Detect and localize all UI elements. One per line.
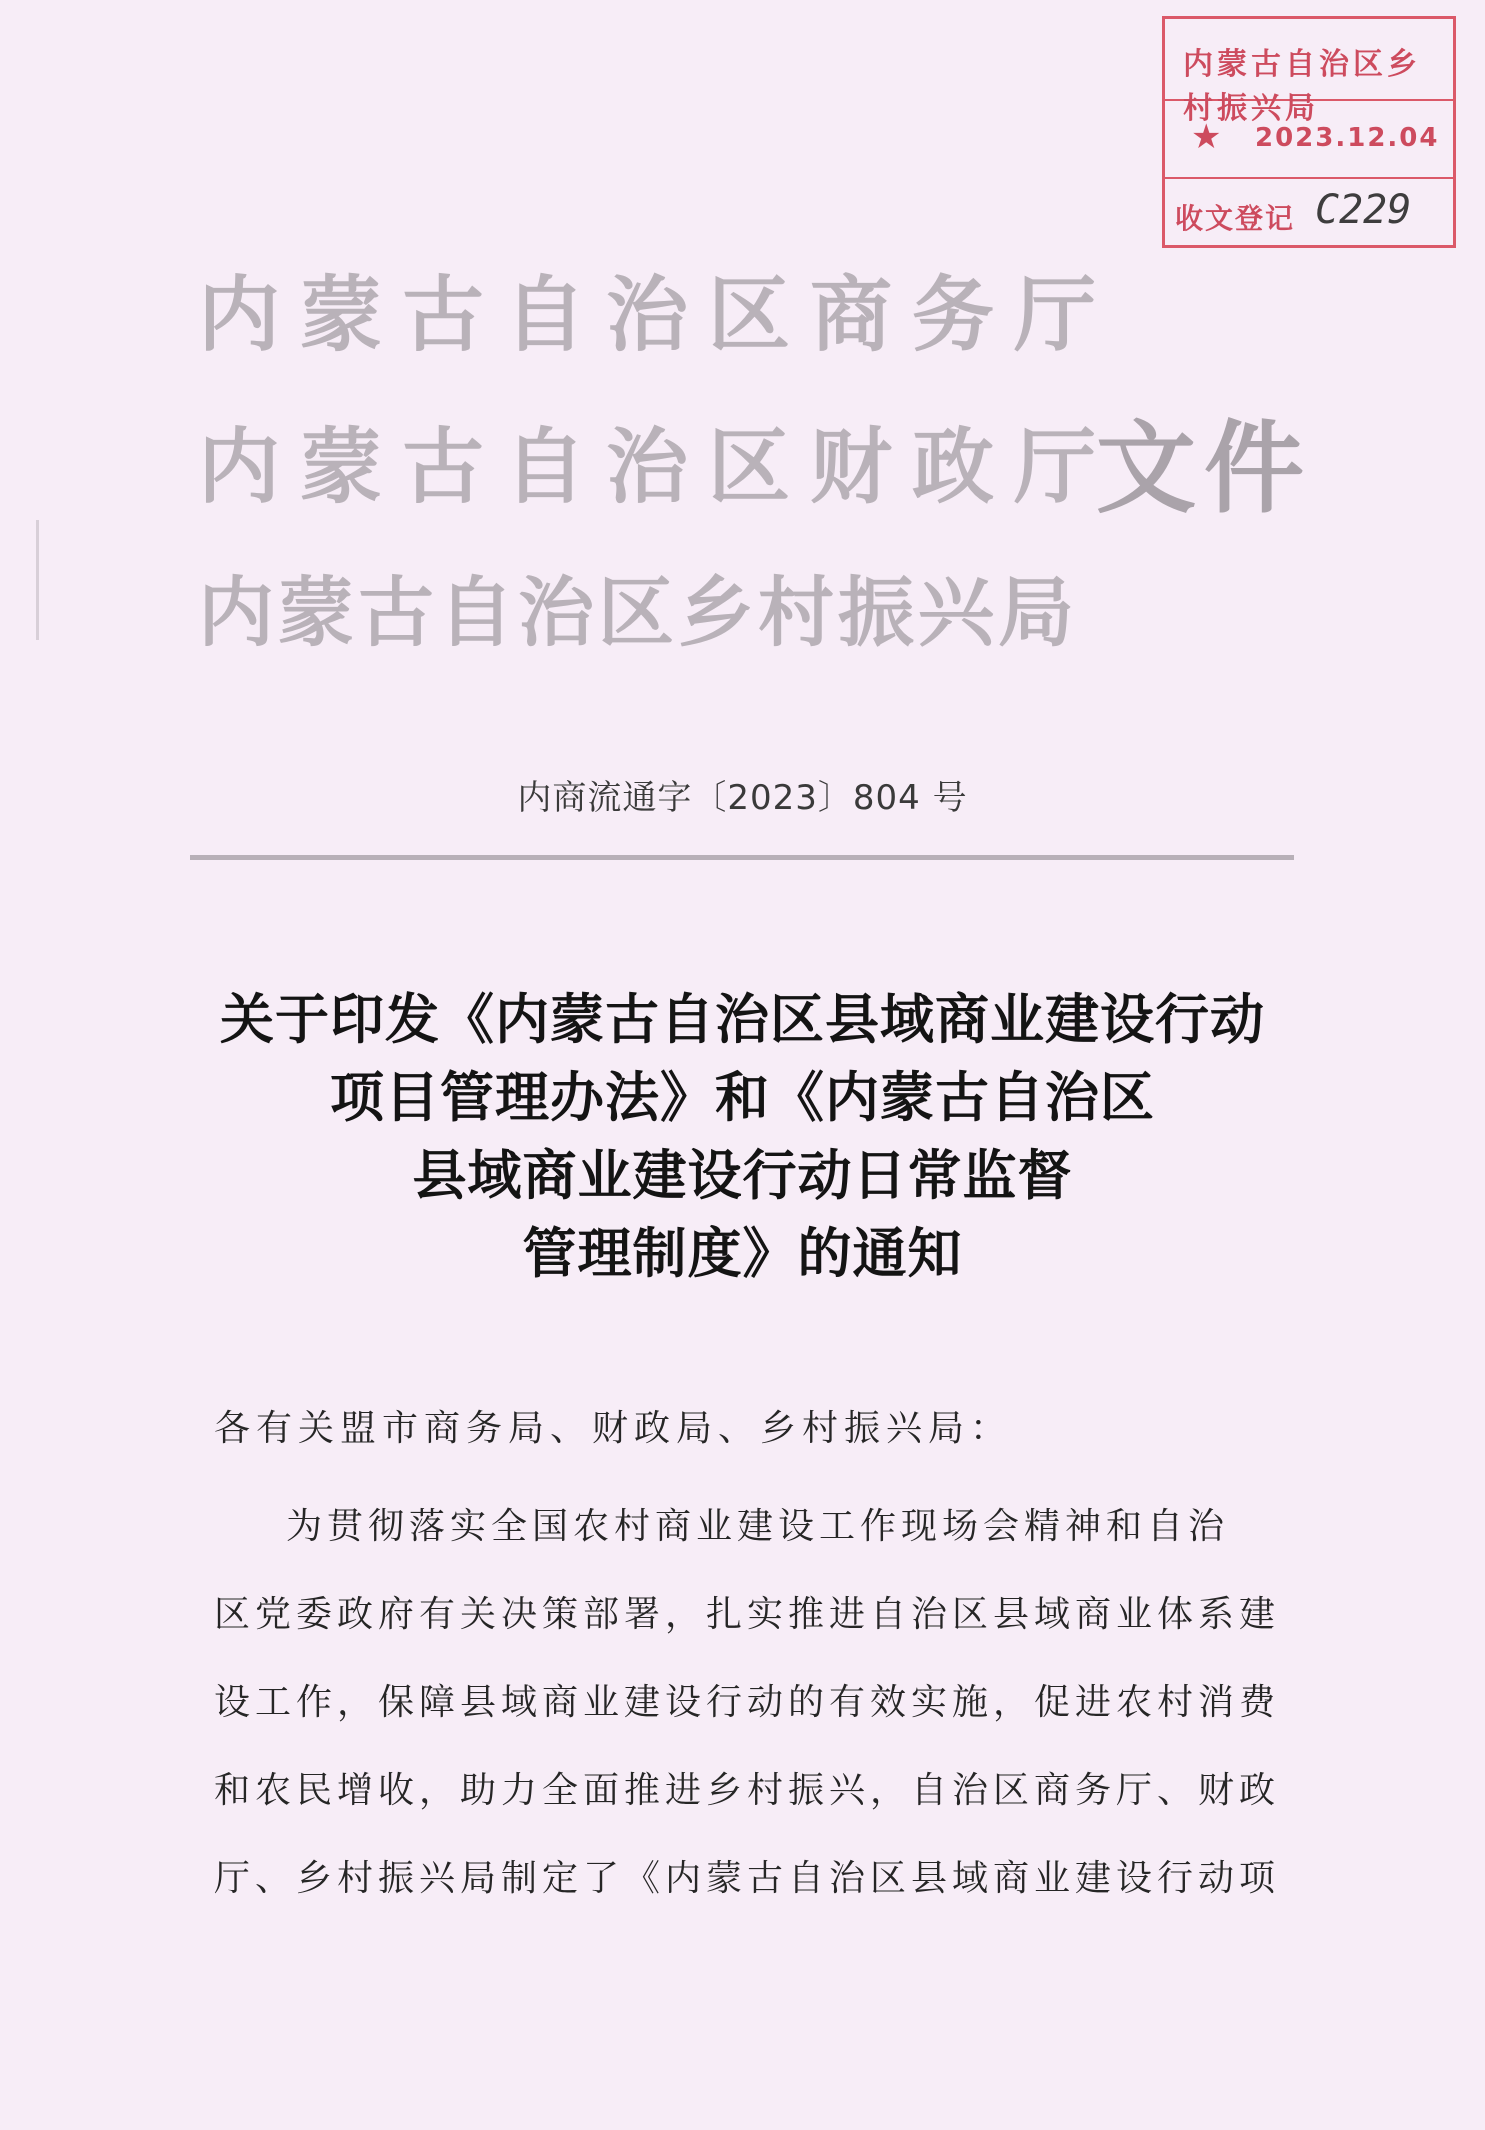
header-suffix: 文件 — [1096, 409, 1312, 527]
stamp-label: 收文登记 — [1175, 202, 1296, 235]
document-number: 内商流通字〔2023〕804 号 — [517, 778, 968, 818]
title-line: 县域商业建设行动日常监督 — [412, 1143, 1073, 1207]
scan-edge-mark — [36, 520, 39, 640]
body-paragraph — [214, 1483, 1281, 1923]
body-line: 为贯彻落实全国农村商业建设工作现场会精神和自治 — [286, 1506, 1230, 1547]
document-title — [0, 980, 1485, 1292]
body-line: 区党委政府有关决策部署，扎实推进自治区县域商业体系建 — [214, 1594, 1281, 1635]
title-line: 项目管理办法》和《内蒙古自治区 — [330, 1065, 1155, 1129]
stamp-title: 内蒙古自治区乡村振兴局 — [1183, 47, 1421, 126]
body-line: 厅、乡村振兴局制定了《内蒙古自治区县域商业建设行动项 — [214, 1858, 1281, 1899]
stamp-date: 2023.12.04 — [1255, 123, 1440, 153]
stamp-number: C229 — [1315, 187, 1412, 233]
body-line: 和农民增收，助力全面推进乡村振兴，自治区商务厅、财政 — [214, 1770, 1281, 1811]
star-icon: ★ — [1191, 117, 1222, 157]
agency-finance: 内蒙古自治区财政厅 — [198, 419, 1117, 515]
title-line: 关于印发《内蒙古自治区县域商业建设行动 — [220, 987, 1265, 1051]
agency-rural-revitalization: 内蒙古自治区乡村振兴局 — [198, 568, 1078, 657]
title-line: 管理制度》的通知 — [522, 1221, 963, 1285]
received-stamp — [1162, 16, 1456, 248]
body-line: 设工作，保障县域商业建设行动的有效实施，促进农村消费 — [214, 1682, 1281, 1723]
header-divider — [190, 855, 1294, 860]
salutation: 各有关盟市商务局、财政局、乡村振兴局： — [214, 1408, 1013, 1449]
agency-commerce: 内蒙古自治区商务厅 — [198, 267, 1117, 363]
